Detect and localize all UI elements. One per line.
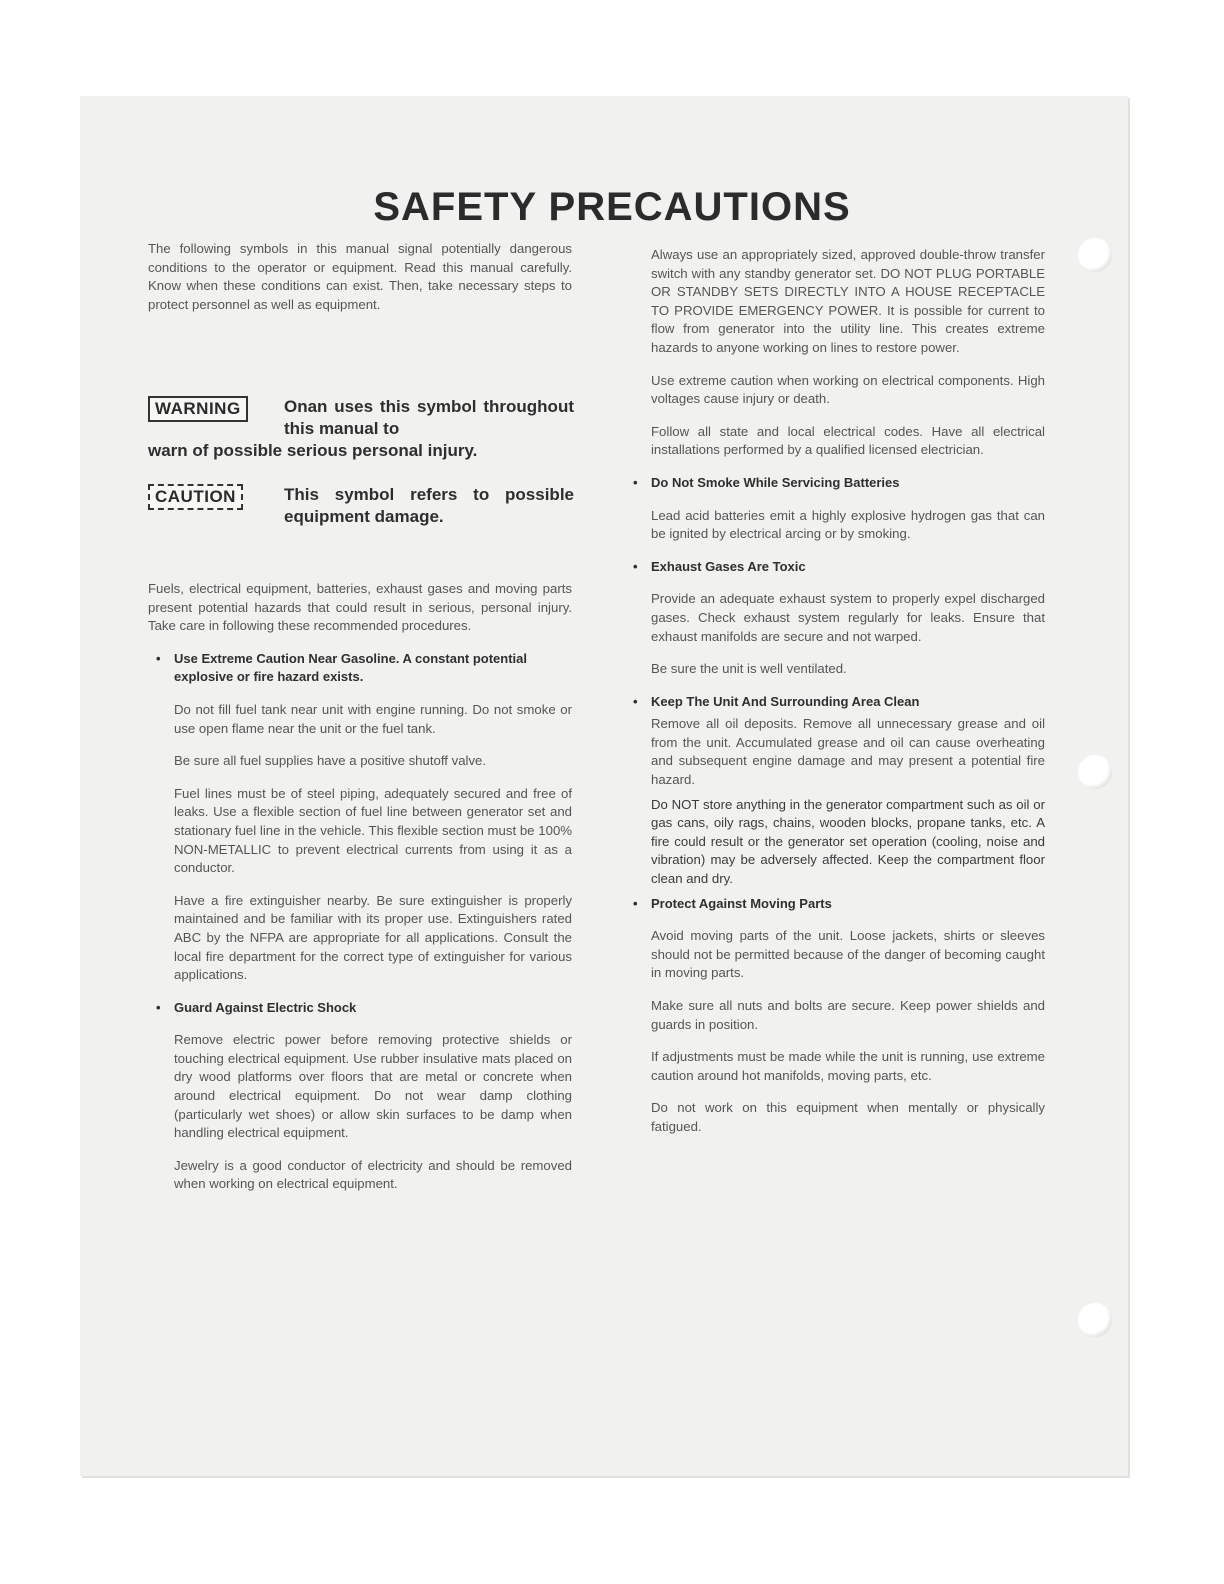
section-heading: • Protect Against Moving Parts (625, 895, 1045, 914)
section-heading: • Exhaust Gases Are Toxic (625, 558, 1045, 577)
section-heading: • Guard Against Electric Shock (148, 999, 572, 1018)
section-body: Avoid moving parts of the unit. Loose jackets, shirts or sleeves should not be permitted because of the danger of becoming caught in moving parts. Make sure all nuts and bolts are secure. Keep power shields and guards in position. If adjustments must be made while the unit is running, use extreme caution around hot manifolds, moving parts, etc. Do not work on this equipment when mentally or physically fatigued. (651, 928, 1045, 1134)
section-body: Do not fill fuel tank near unit with engine running. Do not smoke or use open flame near the unit or the fuel tank. Be sure all fuel supplies have a positive shutoff valve. Fuel lines must be of steel piping, adequately secured and free of leaks. Use a flexible section of fuel line between generator set and stationary fuel line in the vehicle. This flexible section must be 100% NON-METALLIC to prevent electrical currents from using it as a conductor. Have a fire extinguisher nearby. Be sure extinguisher is properly maintained and be familiar with its proper use. Extinguishers rated ABC by the NFPA are appropriate for all applications. Consult the local fire department for the correct type of extinguisher for various applications. (174, 701, 572, 983)
warning-text-continued: warn of possible serious personal injury. (148, 441, 478, 460)
section-heading: • Do Not Smoke While Servicing Batteries (625, 474, 1045, 493)
caution-text: This symbol refers to possible equipment damage. (284, 485, 574, 526)
section-heading: • Use Extreme Caution Near Gasoline. A constant potential explosive or fire hazard exists. (148, 650, 572, 687)
warning-text: Onan uses this symbol throughout this manual to (284, 397, 574, 438)
section-heading: • Keep The Unit And Surrounding Area Clean (625, 693, 1045, 712)
binder-hole-icon (1078, 238, 1112, 272)
warning-badge: WARNING (148, 396, 248, 422)
hazards-intro: Fuels, electrical equipment, batteries, exhaust gases and moving parts present potential hazards that could result in serious, personal injury. Take care in following these recommended procedures. (148, 581, 572, 634)
intro-paragraph: The following symbols in this manual signal potentially dangerous conditions to the operator or equipment. Read this manual carefully. Know when these conditions can exist. Then, take necessary steps to protect personnel as well as equipment. (148, 241, 572, 312)
section-body: Provide an adequate exhaust system to properly expel discharged gases. Check exhaust system regularly for leaks. Ensure that exhaust manifolds are secure and not warped. Be sure the unit is well ventilated. (651, 591, 1045, 677)
binder-hole-icon (1078, 755, 1112, 789)
page-title: SAFETY PRECAUTIONS (373, 185, 851, 229)
caution-badge: CAUTION (148, 484, 243, 510)
binder-hole-icon (1078, 1303, 1112, 1337)
right-column: Always use an appropriately sized, approved double-throw transfer switch with any standby generator set. DO NOT PLUG PORTABLE OR STANDBY SETS DIRECTLY INTO A HOUSE RECEPTACLE TO PROVIDE EMERGENCY POWER. It is possible for current to flow from generator into the utility line. This creates extreme hazards to anyone working on lines to restore power. Use extreme caution when working on electrical components. High voltages cause injury or death. Follow all state and local electrical codes. Have all electrical installations performed by a qualified licensed electrician. • Do Not Smoke While Servicing Batteries Lead acid batteries emit a highly explosive hydrogen gas that can be ignited by electrical arcing or by smoking. • Exhaust Gases Are Toxic Provide an adequate exhaust system to properly expel discharged gases. Check exhaust system regularly for leaks. Ensure that exhaust manifolds are secure and not warped. Be sure the unit is well ventilated. • Keep The Unit And Surrounding Area Clean Remove all oil deposits. Remove all unnecessary grease and oil from the unit. Accumulated grease and oil can cause overheating and subsequent engine damage and may present a potential fire hazard. Do NOT store anything in the generator compartment such as oil or gas cans, oily rags, chains, wooden blocks, propane tanks, etc. A fire could result or the generator set operation (cooling, noise and vibration) may be adversely affected. Keep the compartment floor clean and dry. • Protect Against Moving Parts Avoid moving parts of the unit. Loose jackets, shirts or sleeves should not be permitted because of the danger of becoming caught in moving parts. Make sure all nuts and bolts are secure. Keep power shields and guards in position. If adjustments must be made while the unit is running, use extreme caution around hot manifolds, moving parts, etc. Do not work on this equipment when mentally or physically fatigued. (651, 246, 1045, 1151)
left-column (148, 580, 572, 1208)
section-body: Remove electric power before removing protective shields or touching electrical equipment. Use rubber insulative mats placed on dry wood platforms over floors that are metal or concrete when around electrical equipment. Do not wear damp clothing (particularly wet shoes) or allow skin surfaces to be damp when handling electrical equipment. Jewelry is a good conductor of electricity and should be removed when working on electrical equipment. (174, 1032, 572, 1192)
caution-legend (148, 484, 574, 526)
section-body: Lead acid batteries emit a highly explosive hydrogen gas that can be ignited by electrical arcing or by smoking. (651, 507, 1045, 542)
section-body: Remove all oil deposits. Remove all unnecessary grease and oil from the unit. Accumulated grease and oil can cause overheating and subsequent engine damage and may present a potential fire hazard. Do NOT store anything in the generator compartment such as oil or gas cans, oily rags, chains, wooden blocks, propane tanks, etc. A fire could result or the generator set operation (cooling, noise and vibration) may be adversely affected. Keep the compartment floor clean and dry. (651, 716, 1045, 887)
warning-legend (148, 396, 574, 460)
